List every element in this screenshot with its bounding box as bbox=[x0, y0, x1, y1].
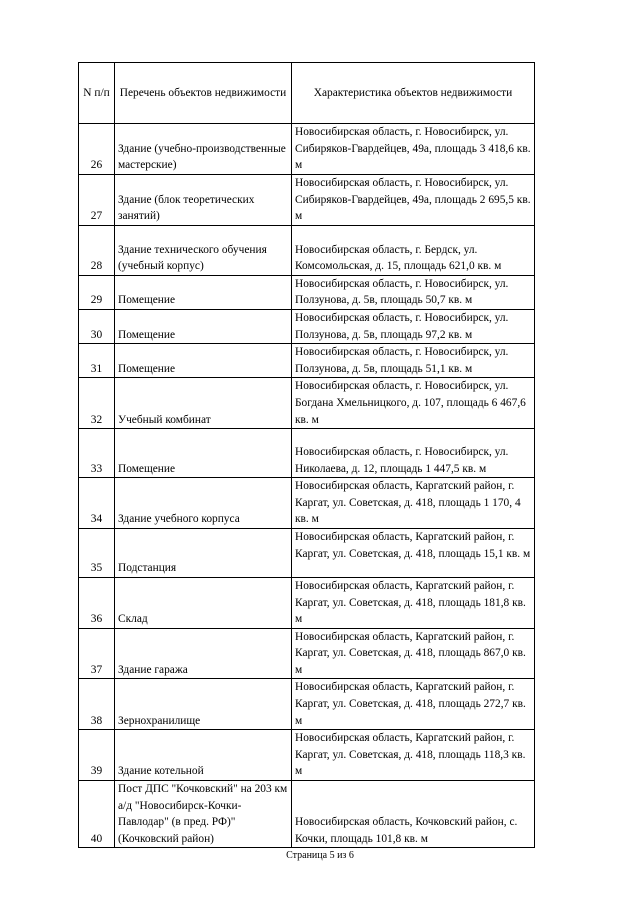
row-object: Здание учебного корпуса bbox=[115, 478, 292, 529]
table-header-row bbox=[79, 63, 535, 124]
row-description: Новосибирская область, г. Новосибирск, ул. Ползунова, д. 5в, площадь 97,2 кв. м bbox=[292, 309, 535, 343]
row-description: Новосибирская область, Каргатский район, г. Каргат, ул. Советская, д. 418, площадь 181,8 кв. м bbox=[292, 577, 535, 628]
row-num: 27 bbox=[79, 175, 115, 226]
row-object: Здание технического обучения (учебный корпус) bbox=[115, 225, 292, 275]
row-object: Здание гаража bbox=[115, 628, 292, 679]
table-row bbox=[79, 577, 535, 628]
row-object: Помещение bbox=[115, 344, 292, 378]
table-row bbox=[79, 378, 535, 429]
row-description: Новосибирская область, Каргатский район, г. Каргат, ул. Советская, д. 418, площадь 272,7 кв. м bbox=[292, 679, 535, 730]
row-object: Зернохранилище bbox=[115, 679, 292, 730]
row-num: 29 bbox=[79, 275, 115, 309]
row-object: Склад bbox=[115, 577, 292, 628]
row-description: Новосибирская область, г. Новосибирск, ул. Николаева, д. 12, площадь 1 447,5 кв. м bbox=[292, 429, 535, 478]
row-description: Новосибирская область, г. Бердск, ул. Комсомольская, д. 15, площадь 621,0 кв. м bbox=[292, 225, 535, 275]
row-object: Помещение bbox=[115, 275, 292, 309]
row-num: 30 bbox=[79, 309, 115, 343]
row-description: Новосибирская область, г. Новосибирск, ул. Ползунова, д. 5в, площадь 51,1 кв. м bbox=[292, 344, 535, 378]
row-object: Помещение bbox=[115, 429, 292, 478]
row-object: Здание котельной bbox=[115, 730, 292, 781]
header-num: N п/п bbox=[79, 63, 115, 124]
table-row bbox=[79, 429, 535, 478]
row-description: Новосибирская область, г. Новосибирск, ул. Сибиряков-Гвардейцев, 49а, площадь 3 418,6 кв. м bbox=[292, 124, 535, 175]
table-row bbox=[79, 124, 535, 175]
row-description: Новосибирская область, г. Новосибирск, ул. Богдана Хмельницкого, д. 107, площадь 6 467,6 кв. м bbox=[292, 378, 535, 429]
header-object: Перечень объектов недвижимости bbox=[115, 63, 292, 124]
row-num: 40 bbox=[79, 781, 115, 848]
row-object: Учебный комбинат bbox=[115, 378, 292, 429]
row-object: Здание (блок теоретических занятий) bbox=[115, 175, 292, 226]
row-num: 32 bbox=[79, 378, 115, 429]
table-row bbox=[79, 730, 535, 781]
row-description: Новосибирская область, Каргатский район, г. Каргат, ул. Советская, д. 418, площадь 867,0 кв. м bbox=[292, 628, 535, 679]
table-row bbox=[79, 225, 535, 275]
row-num: 28 bbox=[79, 225, 115, 275]
row-num: 35 bbox=[79, 528, 115, 577]
row-object: Пост ДПС "Кочковский" на 203 км а/д "Новосибирск-Кочки-Павлодар" (в пред. РФ)" (Кочковский район) bbox=[115, 781, 292, 848]
row-num: 37 bbox=[79, 628, 115, 679]
row-description: Новосибирская область, Каргатский район, г. Каргат, ул. Советская, д. 418, площадь 118,3 кв. м bbox=[292, 730, 535, 781]
row-num: 31 bbox=[79, 344, 115, 378]
row-num: 39 bbox=[79, 730, 115, 781]
table-row bbox=[79, 175, 535, 226]
row-description: Новосибирская область, Каргатский район, г. Каргат, ул. Советская, д. 418, площадь 15,1 кв. м bbox=[292, 528, 535, 577]
table-row bbox=[79, 275, 535, 309]
row-num: 38 bbox=[79, 679, 115, 730]
table-row bbox=[79, 628, 535, 679]
row-object: Подстанция bbox=[115, 528, 292, 577]
real-estate-table bbox=[78, 62, 535, 848]
row-object: Помещение bbox=[115, 309, 292, 343]
table-row bbox=[79, 344, 535, 378]
row-num: 34 bbox=[79, 478, 115, 529]
row-num: 26 bbox=[79, 124, 115, 175]
row-object: Здание (учебно-производственные мастерские) bbox=[115, 124, 292, 175]
table-row bbox=[79, 309, 535, 343]
row-num: 36 bbox=[79, 577, 115, 628]
row-num: 33 bbox=[79, 429, 115, 478]
table-row bbox=[79, 679, 535, 730]
table-row bbox=[79, 781, 535, 848]
row-description: Новосибирская область, г. Новосибирск, ул. Ползунова, д. 5в, площадь 50,7 кв. м bbox=[292, 275, 535, 309]
header-description: Характеристика объектов недвижимости bbox=[292, 63, 535, 124]
row-description: Новосибирская область, г. Новосибирск, ул. Сибиряков-Гвардейцев, 49а, площадь 2 695,5 кв. м bbox=[292, 175, 535, 226]
page-number: Страница 5 из 6 bbox=[286, 850, 354, 861]
row-description: Новосибирская область, Кочковский район, с. Кочки, площадь 101,8 кв. м bbox=[292, 781, 535, 848]
table-row bbox=[79, 528, 535, 577]
table-row bbox=[79, 478, 535, 529]
row-description: Новосибирская область, Каргатский район, г. Каргат, ул. Советская, д. 418, площадь 1 170, 4 кв. м bbox=[292, 478, 535, 529]
